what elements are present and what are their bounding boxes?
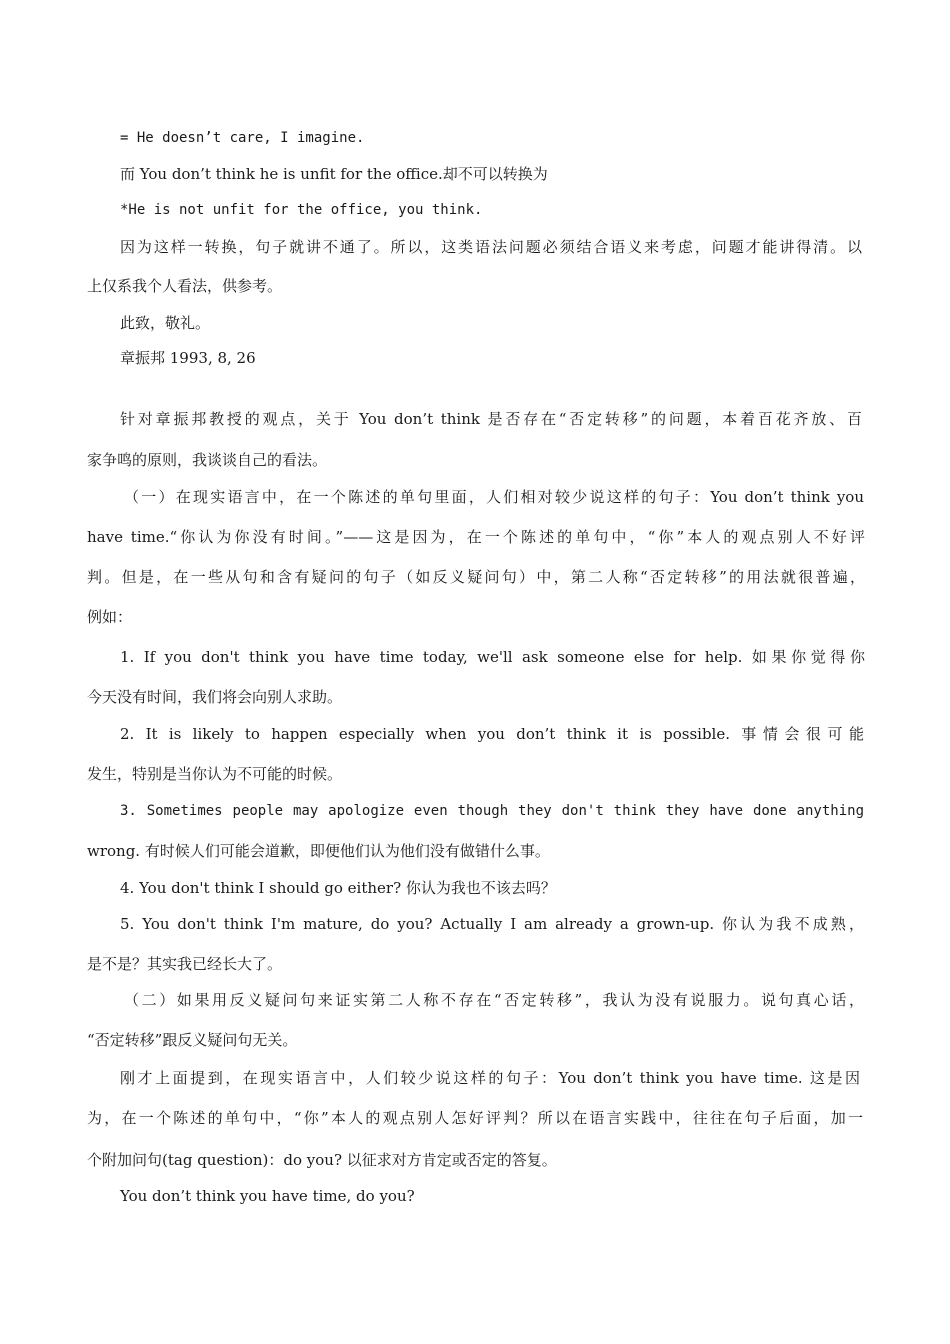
example-3-translation: wrong. 有时候人们可能会道歉，即便他们认为他们没有做错什么事。 [87,842,550,860]
example-5-translation: 是不是？其实我已经长大了。 [87,955,283,973]
quoted-sentence-1: = He doesn’t care, I imagine. [120,130,365,146]
final-example: You don’t think you have time, do you? [120,1187,415,1205]
paragraph-line: 判。但是，在一些从句和含有疑问的句子（如反义疑问句）中，第二人称“否定转移”的用法就很普遍， [87,568,865,586]
quoted-sentence-2: *He is not unfit for the office, you think. [120,202,483,218]
example-5: 5. You don't think I'm mature, do you? Actually I am already a grown-up. 你认为我不成熟， [120,915,864,933]
example-2-translation: 发生，特别是当你认为不可能的时候。 [87,765,343,783]
contrast-sentence: 而 You don’t think he is unfit for the office.却不可以转换为 [120,165,548,183]
paragraph-line: 因为这样一转换，句子就讲不通了。所以，这类语法问题必须结合语义来考虑，问题才能讲得清。以 [120,238,862,256]
paragraph-line: have time.“你认为你没有时间。”——这是因为，在一个陈述的单句中，“你”本人的观点别人不好评 [87,528,865,546]
paragraph-line: 家争鸣的原则，我谈谈自己的看法。 [87,451,328,469]
example-1: 1. If you don't think you have time today, we'll ask someone else for help. 如果你觉得你 [120,648,865,666]
paragraph-line: 刚才上面提到，在现实语言中，人们较少说这样的句子：You don’t think you have time. 这是因 [120,1069,860,1087]
paragraph-line: 个附加问句(tag question)：do you? 以征求对方肯定或否定的答复。 [87,1151,557,1169]
section-heading-2: （二）如果用反义疑问句来证实第二人称不存在“否定转移”，我认为没有说服力。说句真心话， [124,991,864,1009]
letter-signature: 章振邦 1993, 8, 26 [120,349,256,367]
paragraph-line: 针对章振邦教授的观点，关于 You don’t think 是否存在“否定转移”的问题，本着百花齐放、百 [120,410,862,428]
example-1-translation: 今天没有时间，我们将会向别人求助。 [87,688,343,706]
paragraph-line: 上仅系我个人看法，供参考。 [87,277,283,295]
paragraph-line: “否定转移”跟反义疑问句无关。 [87,1031,298,1049]
section-heading-1: （一）在现实语言中，在一个陈述的单句里面，人们相对较少说这样的句子：You don’t think you [124,488,864,506]
example-2: 2. It is likely to happen especially when you don’t think it is possible. 事情会很可能 [120,725,864,743]
example-4: 4. You don't think I should go either? 你认为我也不该去吗？ [120,879,556,897]
letter-closing: 此致，敬礼。 [120,314,211,332]
paragraph-line: 为，在一个陈述的单句中，“你”本人的观点别人怎好评判？所以在语言实践中，往往在句子后面，加一 [87,1109,863,1127]
example-3: 3. Sometimes people may apologize even though they don't think they have done anything [120,803,864,819]
paragraph-line: 例如： [87,608,133,626]
